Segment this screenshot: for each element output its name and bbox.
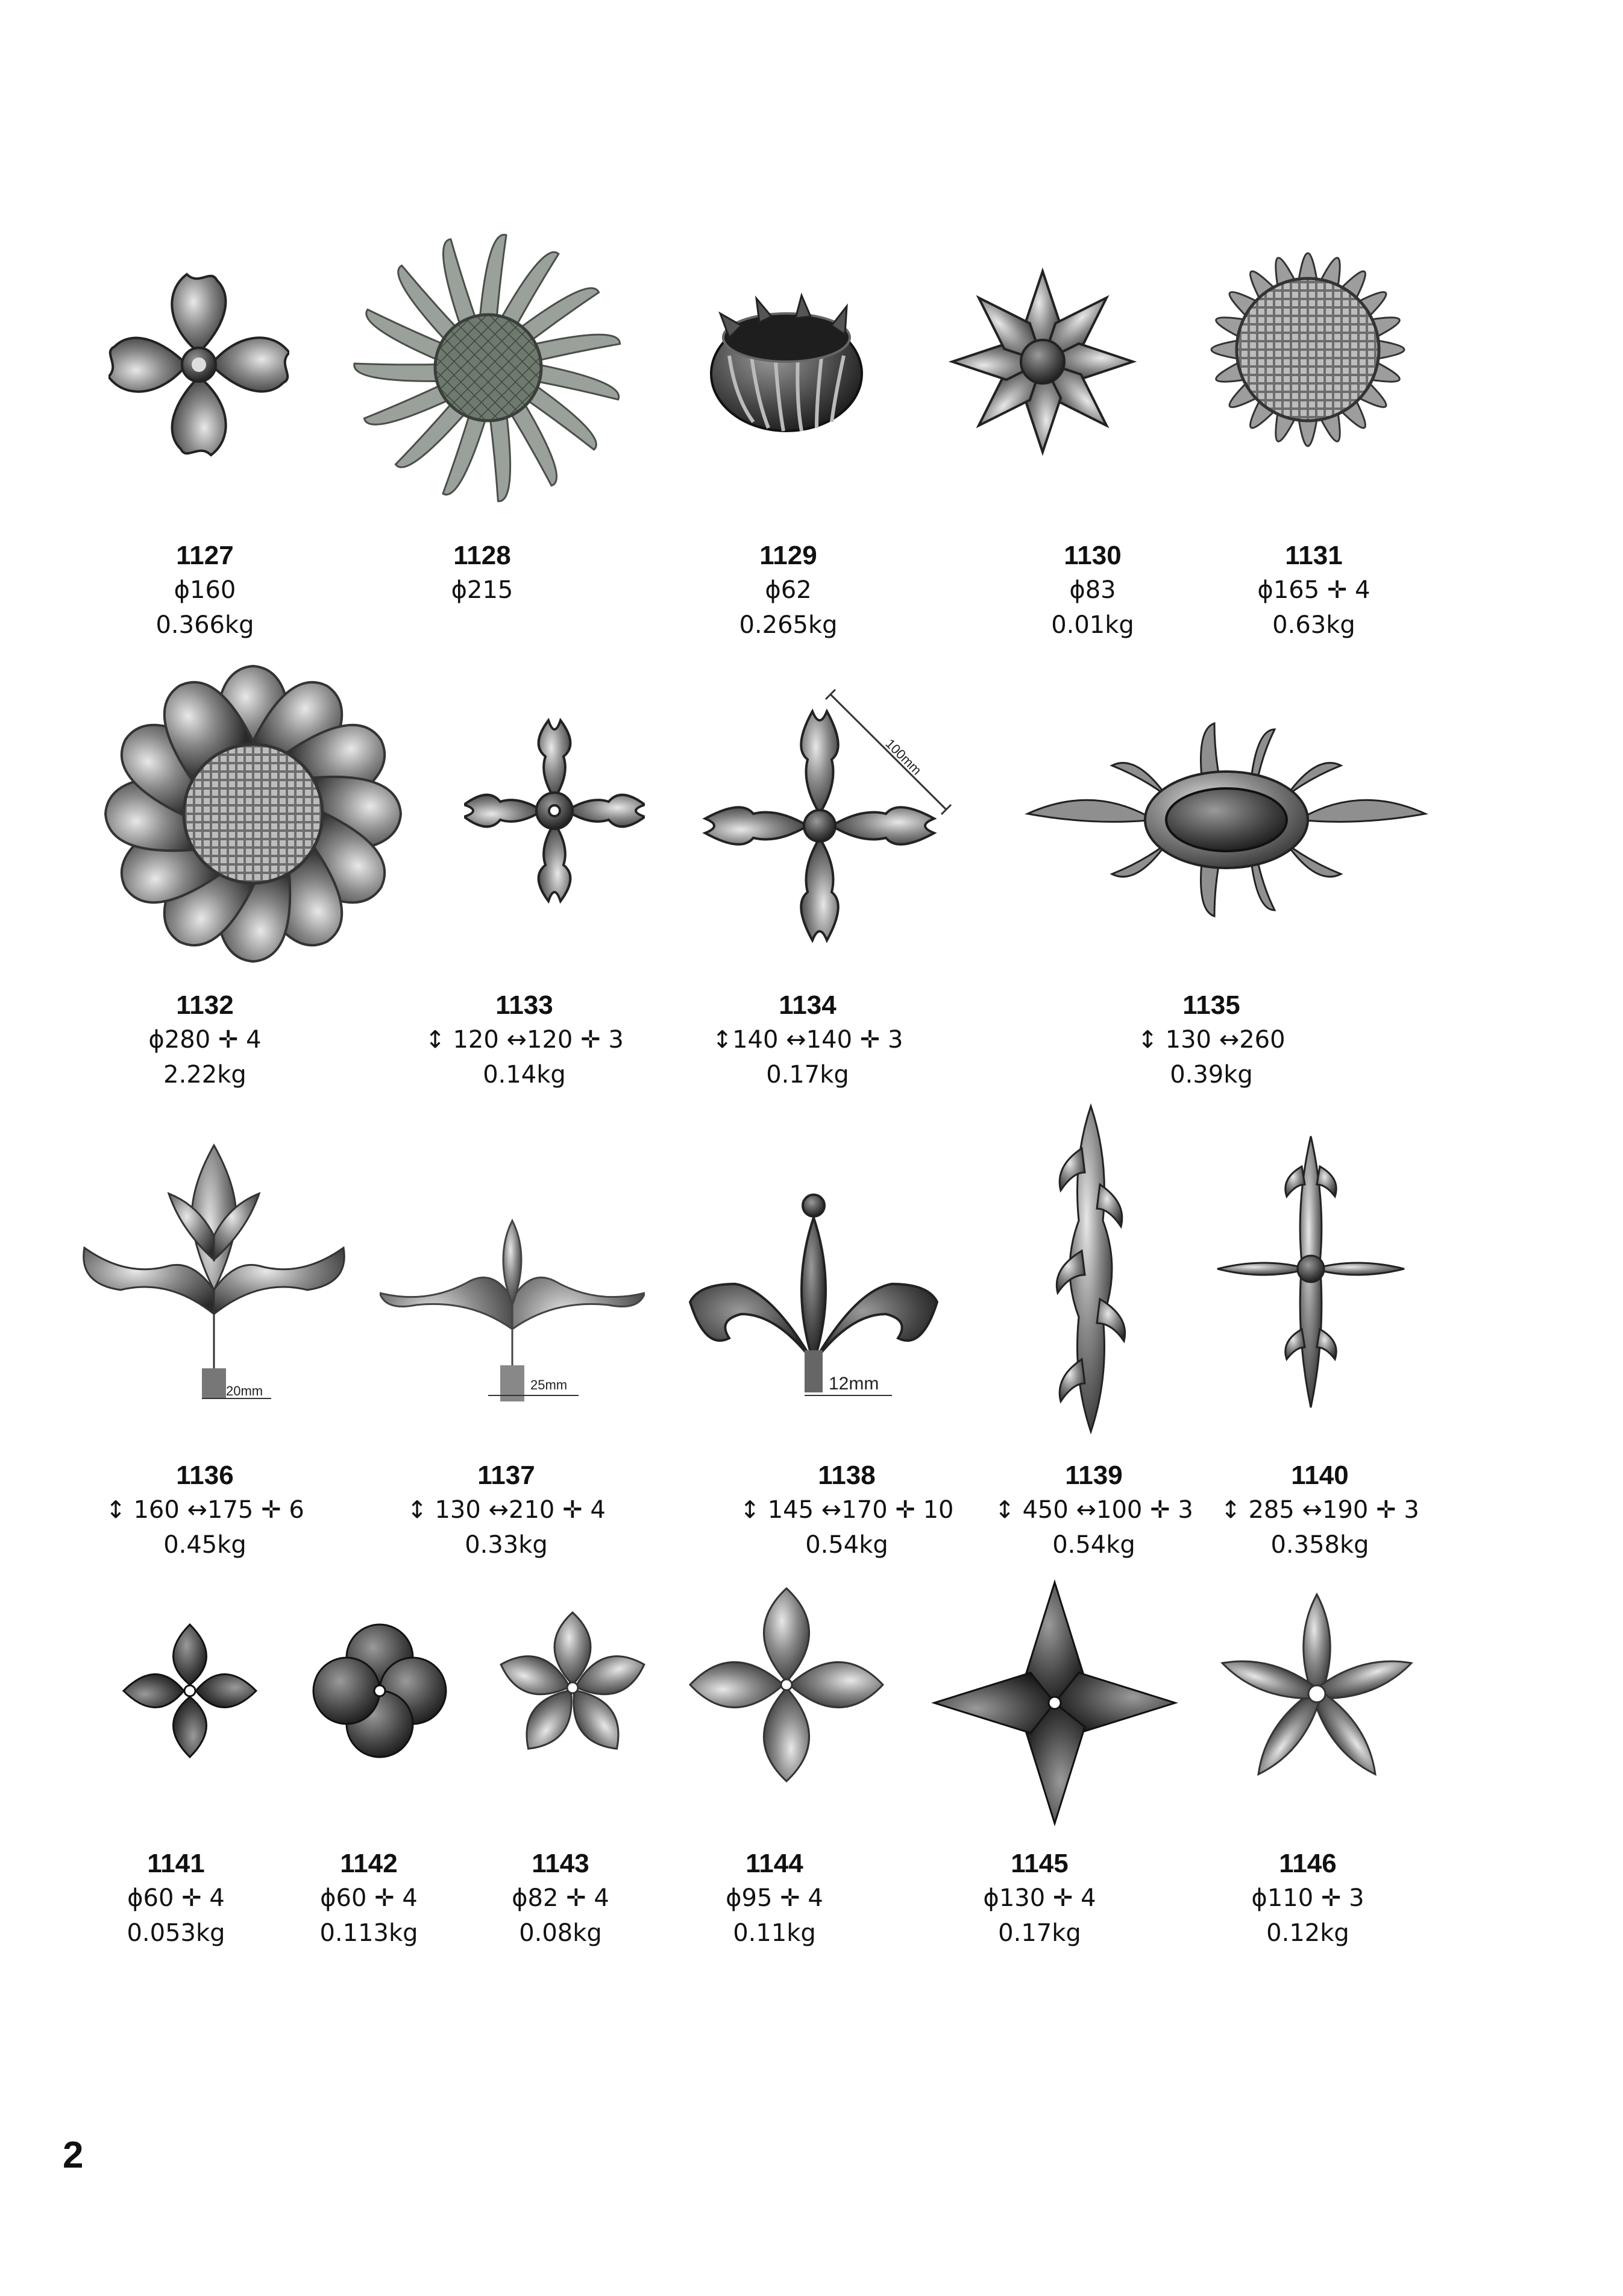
ornament-1146-image bbox=[1214, 1591, 1419, 1796]
item-weight: 0.265kg bbox=[739, 611, 838, 639]
page-number: 2 bbox=[63, 2134, 84, 2176]
item-1137-label bbox=[407, 1459, 606, 1562]
ornament-1129-image bbox=[705, 289, 868, 440]
item-spec: ↕ 285 ↔190 ✛ 3 bbox=[1220, 1496, 1419, 1524]
item-code: 1145 bbox=[1011, 1849, 1069, 1878]
ornament-1140-image bbox=[1211, 1130, 1410, 1414]
item-weight: 0.113kg bbox=[319, 1919, 418, 1947]
item-code: 1127 bbox=[176, 541, 234, 570]
item-weight: 0.63kg bbox=[1272, 611, 1355, 639]
item-code: 1142 bbox=[340, 1849, 398, 1878]
item-spec: ϕ60 ✛ 4 bbox=[320, 1884, 418, 1912]
dimension-label: 100mm bbox=[882, 735, 925, 778]
item-weight: 0.053kg bbox=[127, 1919, 225, 1947]
dimension-label: 12mm bbox=[829, 1374, 879, 1394]
item-spec: ↕ 130 ↔260 bbox=[1137, 1026, 1286, 1054]
ornament-1139-image bbox=[1037, 1100, 1145, 1438]
ornament-1131-image bbox=[1181, 223, 1434, 476]
item-1130-label bbox=[1051, 539, 1134, 643]
item-code: 1139 bbox=[1065, 1461, 1123, 1490]
item-1138-label bbox=[740, 1459, 954, 1562]
item-1140-label bbox=[1220, 1459, 1419, 1562]
item-code: 1130 bbox=[1064, 541, 1122, 570]
item-weight: 0.366kg bbox=[155, 611, 254, 639]
item-weight: 0.17kg bbox=[766, 1061, 849, 1089]
item-weight: 0.14kg bbox=[483, 1061, 566, 1089]
ornament-1137-image bbox=[380, 1209, 645, 1407]
ornament-1132-image bbox=[99, 660, 407, 967]
item-spec: ϕ160 bbox=[174, 576, 236, 604]
item-weight: 0.01kg bbox=[1051, 611, 1134, 639]
item-1132-label bbox=[148, 989, 261, 1092]
item-code: 1137 bbox=[477, 1461, 535, 1490]
ornament-1134-image bbox=[693, 681, 970, 952]
item-weight: 0.54kg bbox=[1052, 1531, 1135, 1559]
ornament-1145-image bbox=[928, 1576, 1181, 1829]
item-1145-label bbox=[983, 1847, 1096, 1951]
item-code: 1136 bbox=[176, 1461, 234, 1490]
item-spec: ϕ165 ✛ 4 bbox=[1257, 576, 1370, 604]
ornament-1136-image bbox=[78, 1139, 350, 1411]
item-spec: ϕ83 bbox=[1069, 576, 1116, 604]
item-spec: ↕ 145 ↔170 ✛ 10 bbox=[739, 1496, 954, 1524]
item-1146-label bbox=[1251, 1847, 1364, 1951]
ornament-1141-image bbox=[118, 1618, 262, 1763]
dimension-label: 25mm bbox=[530, 1377, 568, 1392]
item-spec: ϕ130 ✛ 4 bbox=[983, 1884, 1096, 1912]
item-1129-label bbox=[739, 539, 837, 643]
item-code: 1146 bbox=[1279, 1849, 1337, 1878]
item-weight: 0.39kg bbox=[1170, 1061, 1253, 1089]
item-spec: ϕ280 ✛ 4 bbox=[148, 1026, 262, 1054]
item-1133-label bbox=[425, 989, 624, 1092]
ornament-1135-image bbox=[1019, 717, 1434, 922]
item-code: 1144 bbox=[746, 1849, 803, 1878]
item-code: 1143 bbox=[532, 1849, 589, 1878]
item-1144-label bbox=[726, 1847, 823, 1951]
item-weight: 0.33kg bbox=[465, 1531, 548, 1559]
ornament-1142-image bbox=[307, 1618, 452, 1763]
ornament-1138-image bbox=[681, 1169, 946, 1404]
item-spec: ↕ 450 ↔100 ✛ 3 bbox=[994, 1496, 1193, 1524]
item-1143-label bbox=[512, 1847, 609, 1951]
item-code: 1141 bbox=[147, 1849, 205, 1878]
item-spec: ϕ82 ✛ 4 bbox=[512, 1884, 609, 1912]
item-1127-label bbox=[155, 539, 254, 643]
item-1141-label bbox=[127, 1847, 225, 1951]
ornament-1144-image bbox=[687, 1585, 886, 1784]
item-code: 1135 bbox=[1182, 990, 1240, 1020]
item-code: 1140 bbox=[1291, 1461, 1349, 1490]
ornament-1127-image bbox=[108, 265, 289, 464]
item-spec: ϕ215 bbox=[451, 576, 513, 604]
item-spec: ϕ110 ✛ 3 bbox=[1251, 1884, 1364, 1912]
item-1139-label bbox=[994, 1459, 1193, 1562]
item-1128-label bbox=[451, 539, 513, 608]
item-weight: 0.54kg bbox=[805, 1531, 888, 1559]
ornament-1130-image bbox=[943, 262, 1142, 461]
item-1131-label bbox=[1257, 539, 1370, 643]
ornament-1128-image bbox=[337, 226, 639, 509]
item-code: 1134 bbox=[779, 990, 837, 1020]
item-spec: ↕ 160 ↔175 ✛ 6 bbox=[105, 1496, 304, 1524]
item-weight: 0.08kg bbox=[519, 1919, 602, 1947]
item-spec: ϕ60 ✛ 4 bbox=[127, 1884, 225, 1912]
item-code: 1131 bbox=[1285, 541, 1343, 570]
item-1134-label bbox=[712, 989, 903, 1092]
item-code: 1132 bbox=[176, 990, 234, 1020]
item-code: 1129 bbox=[759, 541, 817, 570]
item-code: 1128 bbox=[453, 541, 511, 570]
ornament-1143-image bbox=[491, 1606, 654, 1769]
item-spec: ϕ95 ✛ 4 bbox=[726, 1884, 823, 1912]
item-spec: ↕140 ↔140 ✛ 3 bbox=[712, 1026, 903, 1054]
ornament-1133-image bbox=[464, 717, 645, 904]
item-spec: ↕ 130 ↔210 ✛ 4 bbox=[407, 1496, 606, 1524]
item-weight: 0.45kg bbox=[163, 1531, 246, 1559]
item-weight: 2.22kg bbox=[163, 1061, 246, 1089]
item-1135-label bbox=[1137, 989, 1285, 1092]
item-weight: 0.17kg bbox=[998, 1919, 1081, 1947]
dimension-label: 20mm bbox=[226, 1383, 263, 1398]
item-code: 1133 bbox=[495, 990, 553, 1020]
item-spec: ϕ62 bbox=[765, 576, 812, 604]
item-spec: ↕ 120 ↔120 ✛ 3 bbox=[425, 1026, 624, 1054]
item-1142-label bbox=[319, 1847, 418, 1951]
item-weight: 0.12kg bbox=[1266, 1919, 1349, 1947]
item-1136-label bbox=[105, 1459, 304, 1562]
item-weight: 0.11kg bbox=[733, 1919, 816, 1947]
item-weight: 0.358kg bbox=[1270, 1531, 1369, 1559]
item-code: 1138 bbox=[818, 1461, 876, 1490]
